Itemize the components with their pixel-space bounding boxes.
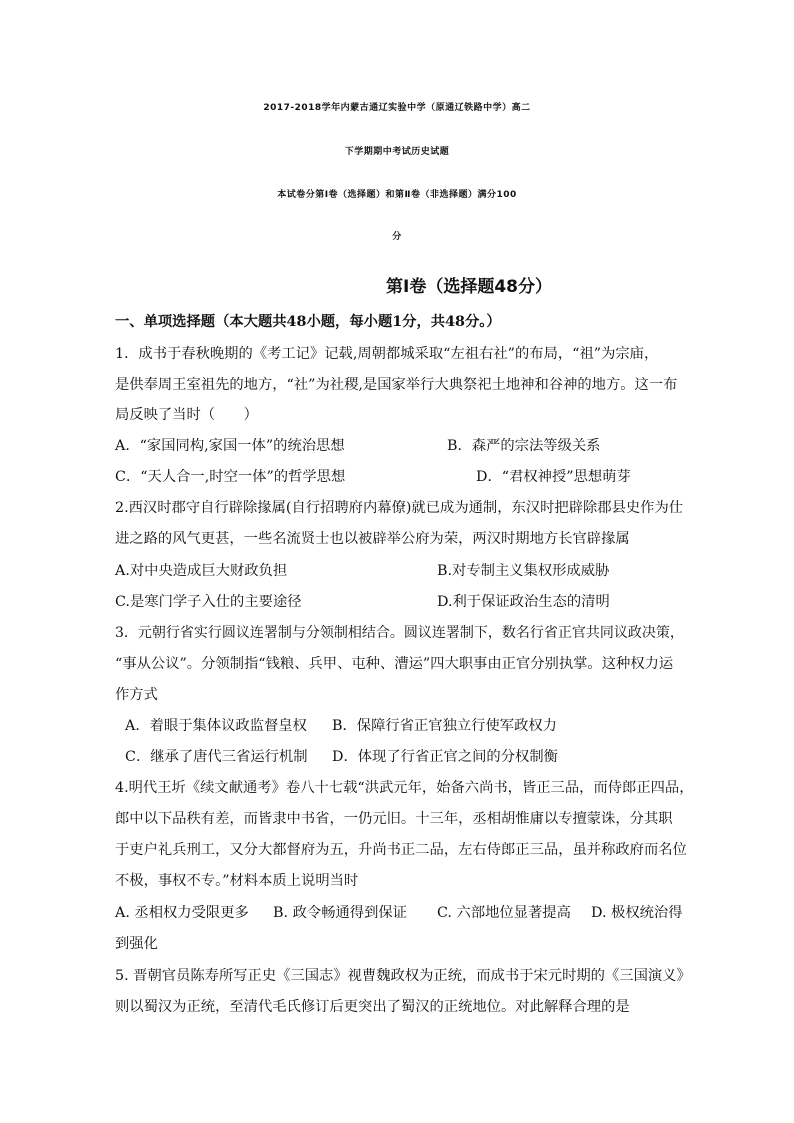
question-4-line-1: 4.明代王圻《续文献通考》卷八十七载“洪武元年，始备六尚书，皆正三品，而侍郎正四品，	[115, 780, 694, 796]
question-3-option-b: B．保障行省正官独立行使军政权力	[332, 718, 557, 734]
question-4-option-c: C. 六部地位显著提高	[437, 905, 571, 921]
exam-title-line-4: 分	[392, 232, 402, 242]
question-1-option-d: D．“君权神授”思想萌芽	[476, 469, 631, 485]
question-4-option-b: B. 政令畅通得到保证	[273, 905, 407, 921]
question-4-line-2: 郎中以下品秩有差，而皆隶中书省，一仍元旧。十三年，丞相胡惟庸以专擅蒙诛，分其职	[115, 811, 673, 827]
question-3-line-1: 3．元朝行省实行圆议连署制与分领制相结合。圆议连署制下，数名行省正官共同议政决策，	[115, 625, 684, 641]
question-2-line-1: 2.西汉时郡守自行辟除掾属(自行招聘府内幕僚)就已成为通制，东汉时把辟除郡县史作为仕	[115, 500, 684, 516]
question-2-option-a: A.对中央造成巨大财政负担	[115, 563, 288, 579]
question-4-option-d: D. 极权统治得	[591, 905, 683, 921]
question-4-option-d-continued: 到强化	[115, 936, 158, 952]
question-1-option-a: A．“家国同构,家国一体”的统治思想	[115, 438, 345, 454]
question-1-option-b: B．森严的宗法等级关系	[447, 438, 601, 454]
question-4-option-a: A. 丞相权力受限更多	[115, 905, 249, 921]
question-1-option-c: C．“天人合一,时空一体”的哲学思想	[115, 469, 346, 485]
part-one-title: 第Ⅰ卷（选择题48分）	[386, 277, 552, 297]
question-3-line-2: “事从公议”。分领制指“钱粮、兵甲、屯种、漕运”四大职事由正官分别执掌。这种权力运	[115, 656, 674, 672]
question-4-line-4: 不极，事权不专。”材料本质上说明当时	[115, 873, 359, 889]
exam-title-line-3: 本试卷分第Ⅰ卷（选择题）和第Ⅱ卷（非选择题）满分100	[277, 190, 517, 200]
question-3-option-d: D．体现了行省正官之间的分权制衡	[332, 749, 558, 765]
exam-title-line-1: 2017-2018学年内蒙古通辽实验中学（原通辽铁路中学）高二	[263, 103, 531, 113]
exam-title-line-2: 下学期期中考试历史试题	[344, 147, 450, 157]
question-2-line-2: 进之路的风气更甚，一些名流贤士也以被辟举公府为荣，两汉时期地方长官辟掾属	[115, 531, 630, 547]
section-heading: 一、单项选择题（本大题共48小题，每小题1分，共48分。）	[115, 314, 501, 330]
question-1-line-2: 是供奉周王室祖先的地方，“社”为社稷,是国家举行大典祭祀土地神和谷神的地方。这一布	[115, 377, 678, 393]
question-1-line-3: 局反映了当时（ ）	[115, 407, 258, 423]
question-3-option-a: A．着眼于集体议政监督皇权	[125, 718, 307, 734]
question-2-option-c: C.是寒门学子入仕的主要途径	[115, 594, 302, 610]
question-2-option-b: B.对专制主义集权形成威胁	[437, 563, 610, 579]
question-1-line-1: 1．成书于春秋晚期的《考工记》记载,周朝都城采取“左祖右社”的布局，“祖”为宗庙，	[115, 346, 659, 362]
question-3-option-c: C．继承了唐代三省运行机制	[125, 749, 308, 765]
question-5-line-2: 则以蜀汉为正统，至清代毛氏修订后更突出了蜀汉的正统地位。对此解释合理的是	[115, 999, 630, 1015]
question-3-line-3: 作方式	[115, 687, 158, 703]
question-2-option-d: D.利于保证政治生态的清明	[437, 594, 610, 610]
question-5-line-1: 5. 晋朝官员陈寿所写正史《三国志》视曹魏政权为正统，而成书于宋元时期的《三国演义》	[115, 968, 691, 984]
question-4-line-3: 于吏户礼兵刑工，又分大都督府为五，升尚书正二品，左右侍郎正三品，虽并称政府而名位	[115, 842, 687, 858]
